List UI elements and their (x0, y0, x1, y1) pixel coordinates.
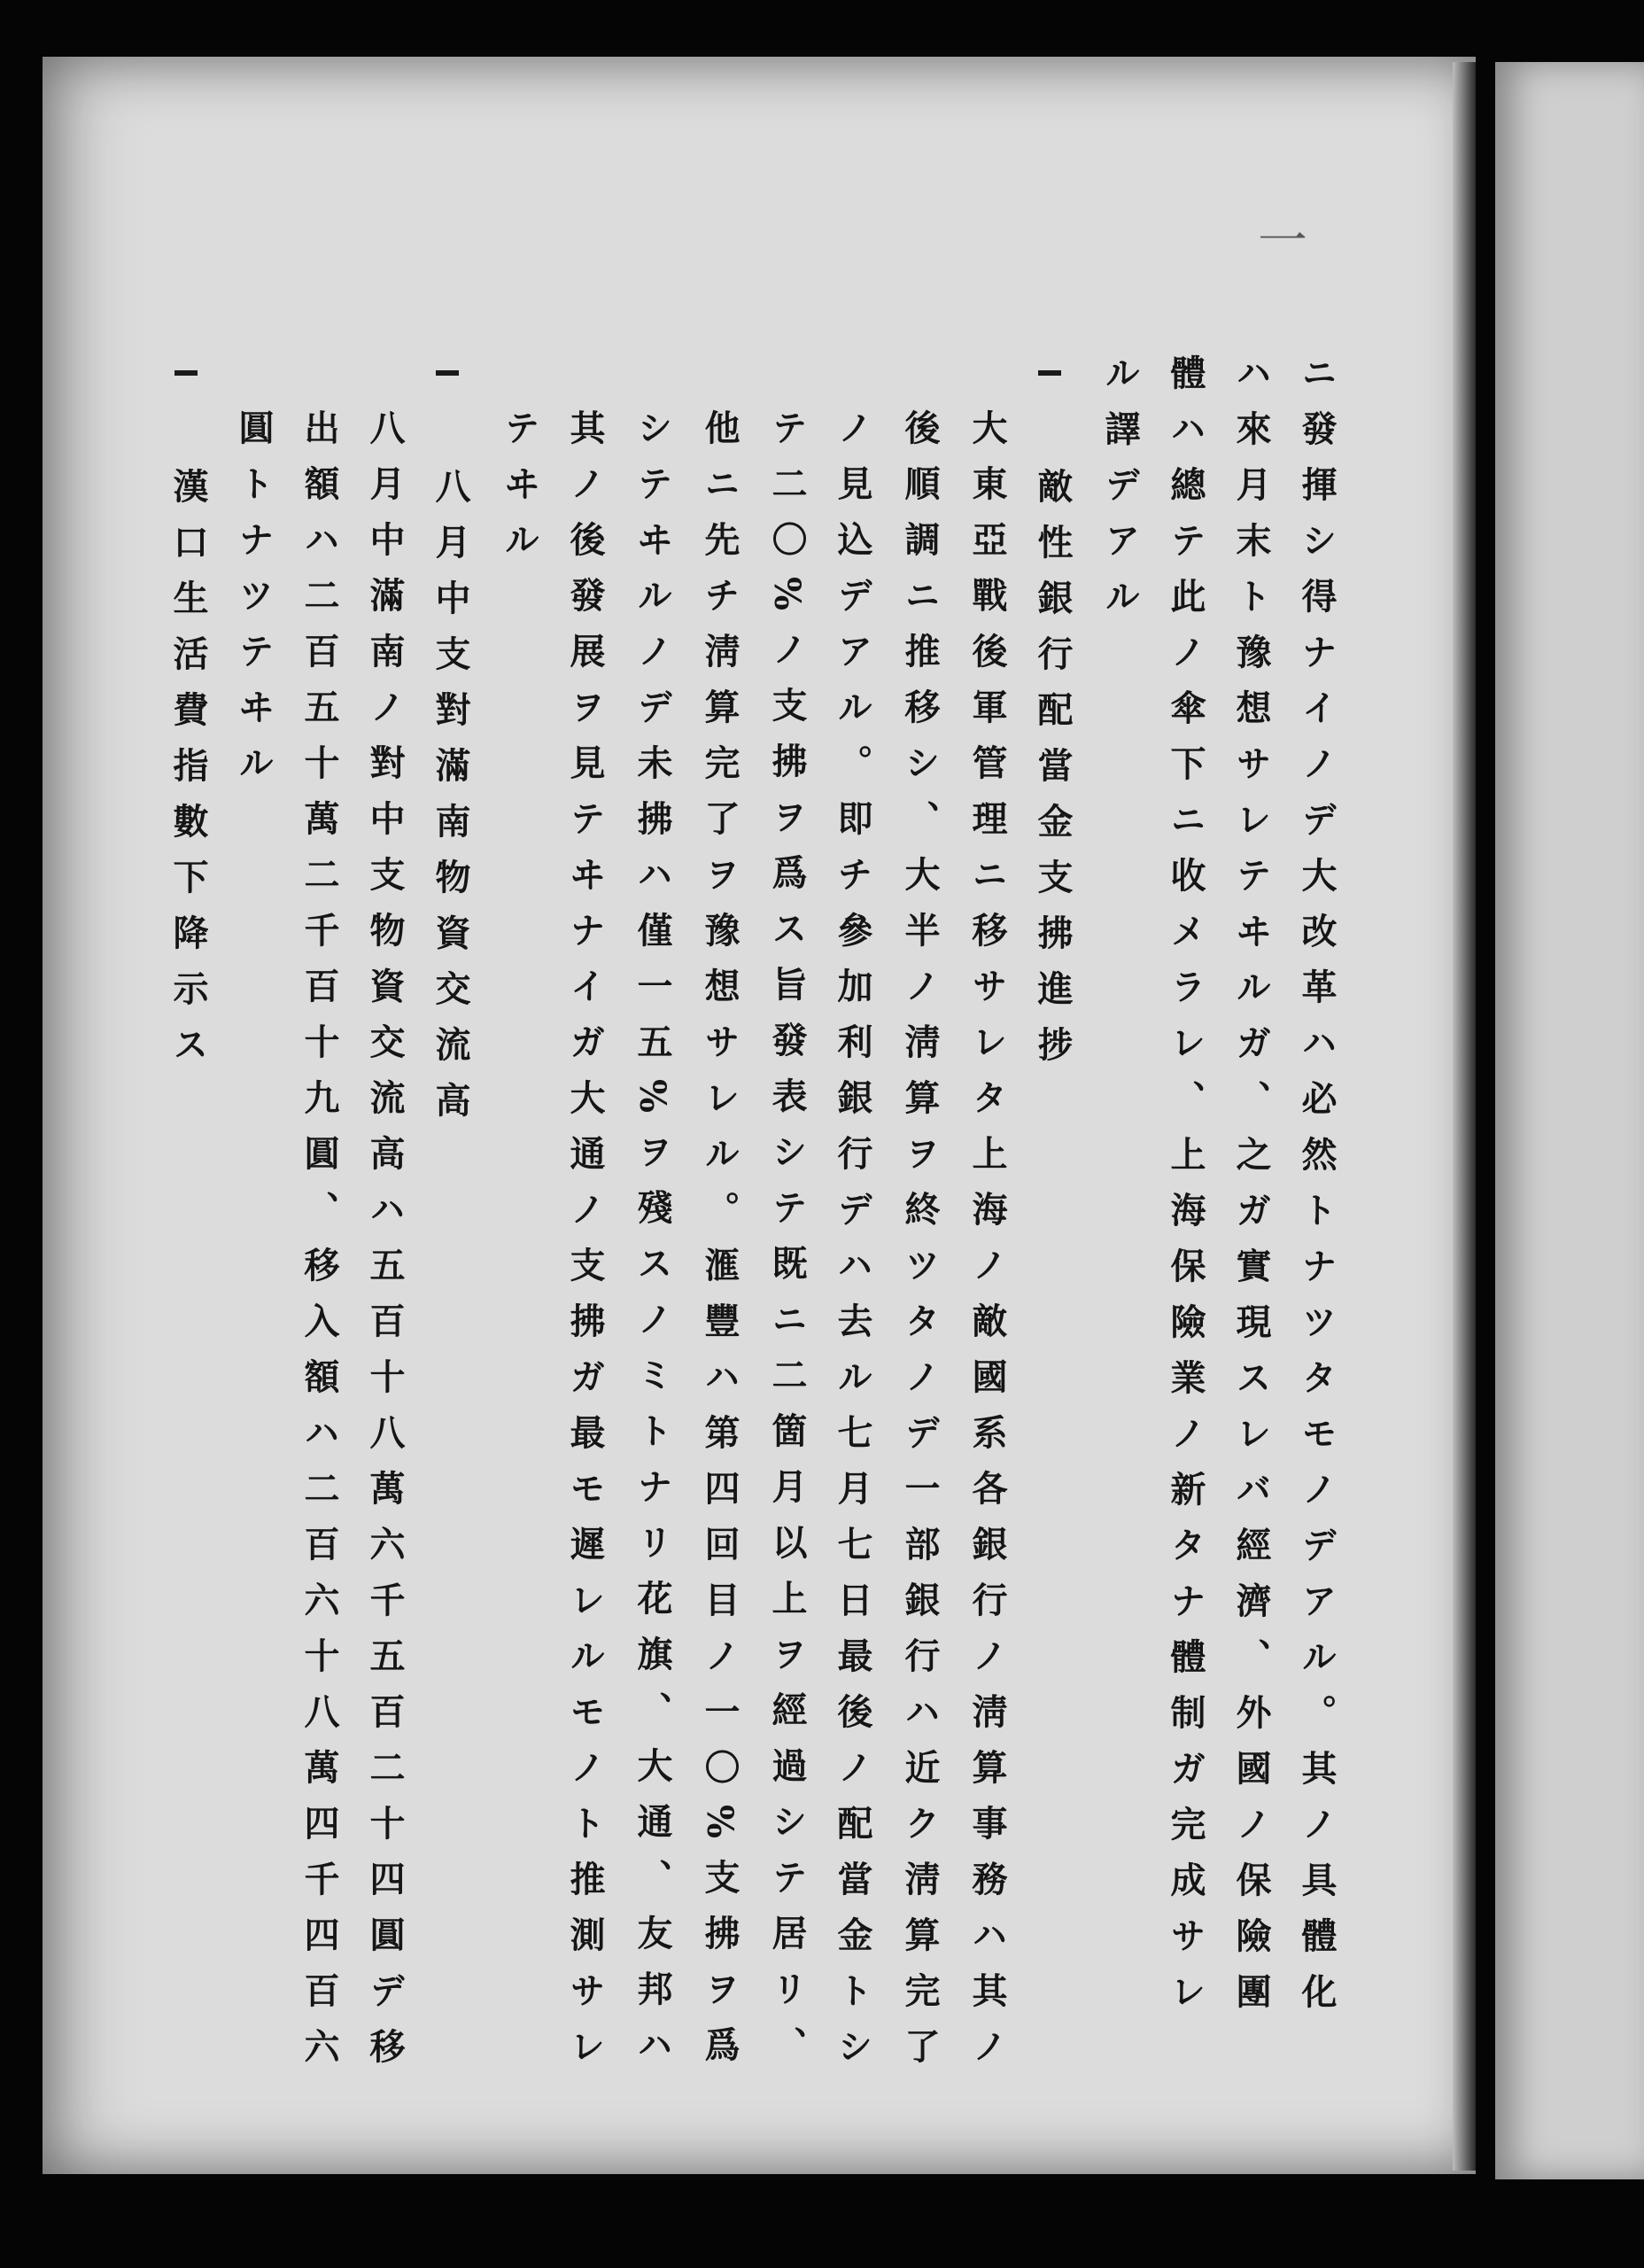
section-bullet (1038, 370, 1061, 376)
text-column: ハ來月末ト豫想サレテヰルガ、之ガ實現スレバ經濟、外國ノ保險團 (1230, 354, 1272, 2029)
text-column: ノ見込デアル。即チ參加利銀行デハ去ル七月七日最後ノ配當金トシ (832, 409, 873, 2084)
text-column: 圓トナツテヰル (233, 409, 275, 800)
text-column: 後順調ニ推移シ、大半ノ淸算ヲ終ツタノデ一部銀行ハ近ク淸算完了 (899, 409, 941, 2084)
section-heading: 敵性銀行配當金支拂進捗 (1032, 468, 1074, 1082)
section-heading: 八月中支對滿南物資交流高 (430, 468, 471, 1138)
text-column: 出額ハ二百五十萬二千百十九圓、移入額ハ二百六十八萬四千四百六 (299, 409, 340, 2084)
text-column: テヰル (499, 409, 540, 577)
text-column: 八月中滿南ノ對中支物資交流高ハ五百十八萬六千五百二十四圓デ移 (364, 409, 406, 2084)
section-heading: 漢口生活費指數下降示ス (167, 468, 209, 1082)
text-column: 體ハ總テ此ノ傘下ニ收メラレ、上海保險業ノ新タナ體制ガ完成サレ (1165, 354, 1206, 2029)
section-bullet (174, 370, 198, 376)
page-mark: 一 (1258, 213, 1307, 270)
text-column: ニ發揮シ得ナイノデ大改革ハ必然トナツタモノデアル。其ノ具體化 (1296, 354, 1338, 2029)
text-column: 其ノ後發展ヲ見テヰナイガ大通ノ支拂ガ最モ遲レルモノト推測サレ (564, 409, 606, 2084)
section-bullet (436, 370, 459, 376)
text-column: シテヰルノデ未拂ハ僅一五%ヲ殘スノミトナリ花旗、大通、友邦ハ (632, 409, 673, 2083)
text-column: 他ニ先チ淸算完了ヲ豫想サレル。滙豐ハ第四回目ノ一〇%支拂ヲ爲 (699, 409, 741, 2083)
text-column: ル譯デアル (1099, 354, 1141, 633)
page-edge (1453, 62, 1476, 2171)
text-column: 大東亞戰後軍管理ニ移サレタ上海ノ敵國系各銀行ノ淸算事務ハ其ノ (966, 409, 1008, 2084)
text-column: テ二〇%ノ支拂ヲ爲ス旨發表シテ既ニ二箇月以上ヲ經過シテ居リ、 (766, 409, 808, 2083)
adjacent-page (1495, 62, 1644, 2179)
